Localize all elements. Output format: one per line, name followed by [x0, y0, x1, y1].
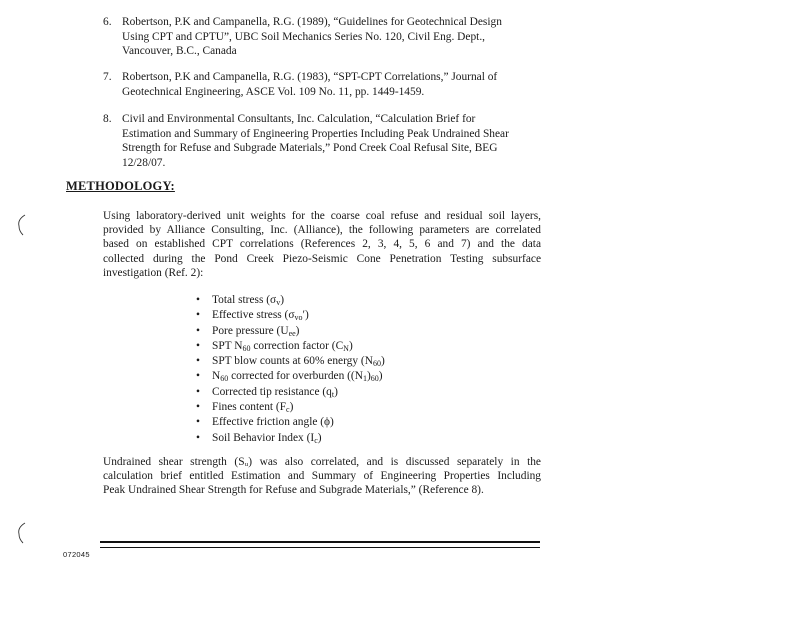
reference-number: 6.	[103, 16, 112, 28]
parameter-subscript: 60	[370, 374, 379, 384]
methodology-heading: METHODOLOGY:	[66, 179, 175, 193]
paragraph-line: Using laboratory-derived unit weights for the coarse coal refuse and residual soil layers,	[103, 210, 541, 222]
parameter-text: SPT N	[212, 339, 243, 352]
parameter-label	[212, 416, 334, 428]
parameter-text: SPT blow counts at 60% energy (N	[212, 355, 373, 368]
parameter-subscript: 60	[220, 374, 229, 384]
parameter-subscript: N	[343, 343, 349, 353]
parameter-text: Effective friction angle (ϕ)	[212, 416, 334, 429]
parameter-list-item	[196, 369, 385, 384]
parameter-text: )	[334, 385, 338, 398]
parameter-text: )	[295, 324, 300, 337]
parameter-text: )	[378, 370, 383, 383]
footer-rule-thin	[100, 547, 540, 548]
parameter-subscript: v	[276, 298, 281, 307]
parameter-list-item	[196, 339, 385, 354]
bullet-icon: •	[196, 416, 200, 429]
parameter-text: )	[289, 401, 294, 414]
reference-line: 12/28/07.	[122, 156, 166, 169]
reference-line: Robertson, P.K and Campanella, R.G. (1983), “SPT-CPT Correlations,” Journal of	[122, 71, 498, 83]
parameter-subscript: 60	[242, 343, 251, 353]
parameter-text: N	[212, 370, 221, 383]
parameter-subscript: 60	[372, 359, 381, 369]
parameter-text: correction factor (C	[250, 339, 344, 352]
parameter-label	[212, 340, 353, 352]
parameter-text: Fines content (F	[212, 401, 287, 414]
parameter-list-item	[196, 308, 385, 323]
paragraph-line: Undrained shear strength (Sᵤ) was also correlated, and is discussed separately in the	[103, 456, 541, 468]
parameter-label	[212, 325, 299, 337]
parameter-text: )	[380, 355, 385, 368]
reference-line: Strength for Refuse and Subgrade Materials,” Pond Creek Coal Refusal Site, BEG	[122, 142, 498, 155]
parameter-label	[212, 309, 309, 321]
parameter-text: Pore pressure (U	[212, 324, 289, 337]
parameter-label	[212, 370, 383, 382]
reference-number: 8.	[103, 113, 112, 125]
parameter-text: Soil Behavior Index (I	[212, 431, 315, 444]
parameter-list-item	[196, 400, 385, 415]
parameter-subscript: t	[331, 389, 335, 399]
reference-line: Using CPT and CPTU”, UBC Soil Mechanics Series No. 120, Civil Eng. Dept.,	[122, 30, 486, 43]
methodology-closing-paragraph	[103, 455, 541, 498]
bullet-icon: •	[196, 431, 200, 444]
parameter-subscript: ee	[288, 328, 296, 338]
bullet-icon: •	[196, 385, 200, 398]
margin-bracket-mark	[14, 214, 28, 236]
parameter-list	[196, 293, 385, 446]
reference-number: 7.	[103, 71, 112, 83]
bullet-icon: •	[196, 294, 200, 306]
bullet-icon: •	[196, 401, 200, 414]
parameter-list-item	[196, 354, 385, 369]
reference-line: Robertson, P.K and Campanella, R.G. (1989), “Guidelines for Geotechnical Design	[122, 16, 502, 28]
reference-line: Civil and Environmental Consultants, Inc. Calculation, “Calculation Brief for	[122, 113, 476, 125]
bullet-icon: •	[196, 309, 200, 322]
footer-rule-thick	[100, 541, 540, 543]
parameter-list-item	[196, 431, 385, 446]
reference-line: Geotechnical Engineering, ASCE Vol. 109 No. 11, pp. 1449-1459.	[122, 85, 425, 98]
reference-6	[103, 15, 543, 59]
bullet-icon: •	[196, 370, 200, 383]
reference-line: Vancouver, B.C., Canada	[122, 45, 237, 58]
document-code: 072045	[63, 550, 90, 559]
parameter-subscript: vo	[294, 313, 303, 323]
parameter-text: )	[348, 339, 353, 352]
reference-line: Estimation and Summary of Engineering Properties Including Peak Undrained Shear	[122, 127, 509, 140]
paragraph-line: provided by Alliance Consulting, Inc. (Alliance), the following parameters are correlated	[103, 224, 541, 237]
parameter-subscript: 1	[362, 374, 367, 384]
parameter-subscript: c	[314, 435, 318, 445]
parameter-list-item	[196, 385, 385, 400]
paragraph-line: Peak Undrained Shear Strength for Refuse and Subgrade Materials,” (Reference 8).	[103, 484, 484, 497]
parameter-text: )	[317, 431, 322, 444]
parameter-text: corrected for overburden ((N	[228, 370, 363, 383]
parameter-list-item	[196, 324, 385, 339]
margin-bracket-mark	[14, 522, 28, 544]
bullet-icon: •	[196, 324, 200, 337]
parameter-text: Effective stress (σ	[212, 309, 295, 322]
paragraph-line: calculation brief entitled Estimation and Summary of Engineering Properties Including	[103, 470, 541, 483]
parameter-label	[212, 432, 322, 444]
parameter-label	[212, 401, 293, 413]
paragraph-line: based on established CPT correlations (References 2, 3, 4, 5, 6 and 7) and the data	[103, 238, 541, 251]
bullet-icon: •	[196, 339, 200, 352]
parameter-label	[212, 386, 338, 398]
parameter-subscript: c	[286, 405, 290, 415]
parameter-text: )	[280, 294, 284, 306]
reference-8	[103, 112, 543, 170]
methodology-intro-paragraph	[103, 209, 541, 280]
parameter-list-item	[196, 293, 385, 308]
parameter-list-item	[196, 415, 385, 430]
bullet-icon: •	[196, 355, 200, 368]
parameter-text: Total stress (σ	[212, 294, 277, 306]
paragraph-line: investigation (Ref. 2):	[103, 266, 204, 279]
parameter-label	[212, 355, 385, 367]
parameter-label	[212, 294, 284, 306]
reference-7	[103, 70, 543, 99]
paragraph-line: collected during the Pond Creek Piezo-Seismic Cone Penetration Testing subsurface	[103, 252, 541, 265]
parameter-text: ′)	[302, 309, 309, 322]
parameter-text: Corrected tip resistance (q	[212, 385, 332, 398]
parameter-text: )	[366, 370, 371, 383]
